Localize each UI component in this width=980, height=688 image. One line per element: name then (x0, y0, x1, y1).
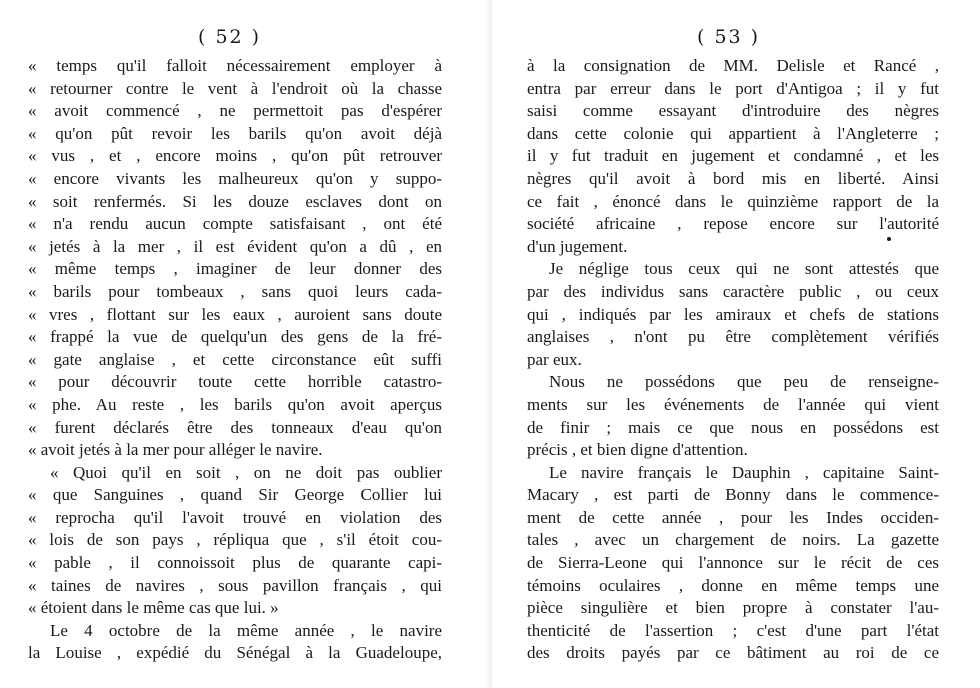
text-line: des droits payés par ce bâtiment au roi de ce (527, 643, 939, 663)
text-line: « furent déclarés être des tonneaux d'eau qu'on (28, 417, 442, 437)
text-line: saisi comme essayant d'introduire des nègres (527, 101, 939, 121)
text-line: tales , avec un chargement de noirs. La gazette (527, 530, 939, 550)
text-line: « avoit jetés à la mer pour alléger le navire. (28, 440, 323, 460)
text-line: par des individus sans caractère public , ou ceux (527, 281, 939, 301)
left-page-number: ( 52 ) (198, 26, 262, 48)
text-line: précis , et bien digne d'attention. (527, 440, 748, 460)
text-line: Le navire français le Dauphin , capitaine Saint- (549, 462, 939, 482)
text-line: qui , indiqués par les amiraux et chefs de stations (527, 304, 939, 324)
text-line: « phe. Au reste , les barils qu'on avoit aperçus (28, 394, 442, 414)
text-line: « soit renfermés. Si les douze esclaves dont on (28, 191, 442, 211)
text-line: « lois de son pays , répliqua que , s'il étoit cou- (28, 530, 442, 550)
text-line: Nous ne possédons que peu de renseigne- (549, 372, 939, 392)
text-line: société africaine , repose encore sur l'autorité (527, 214, 939, 234)
left-page-text (28, 55, 442, 665)
text-line: « vres , flottant sur les eaux , auroient sans doute (28, 304, 442, 324)
text-line: nègres qu'il avoit à bord mis en liberté. Ainsi (527, 168, 939, 188)
text-line: témoins oculaires , donne en même temps une (527, 575, 939, 595)
text-line: « encore vivants les malheureux qu'on y suppo- (28, 168, 442, 188)
text-line: anglaises , n'ont pu être complètement vérifiés (527, 327, 939, 347)
text-line: « qu'on pût revoir les barils qu'on avoit déjà (28, 123, 442, 143)
text-line: à la consignation de MM. Delisle et Rancé , (527, 56, 939, 75)
text-line: dans cette colonie qui appartient à l'Angleterre ; (527, 123, 939, 143)
text-line: « temps qu'il falloit nécessairement employer à (28, 56, 442, 75)
text-line: de finir ; mais ce que nous en possédons est (527, 417, 939, 437)
text-line: « étoient dans le même cas que lui. » (28, 598, 279, 618)
text-line: « Quoi qu'il en soit , on ne doit pas oublier (50, 462, 442, 482)
text-line: par eux. (527, 349, 582, 369)
text-line: « reprocha qu'il l'avoit trouvé en violation des (28, 507, 442, 527)
text-line: « n'a rendu aucun compte satisfaisant , ont été (28, 214, 442, 234)
text-line: Le 4 octobre de la même année , le navire (50, 620, 442, 640)
text-line: « même temps , imaginer de leur donner des (28, 259, 442, 279)
text-line: Je néglige tous ceux qui ne sont attestés que (549, 259, 939, 279)
text-line: « pable , il connoissoit plus de quarante capi- (28, 553, 442, 573)
text-line: « que Sanguines , quand Sir George Collier lui (28, 485, 442, 505)
text-line: « barils pour tombeaux , sans quoi leurs cada- (28, 281, 442, 301)
text-line: Macary , est parti de Bonny dans le commence- (527, 485, 939, 505)
text-line: « pour découvrir toute cette horrible catastro- (28, 372, 442, 392)
right-page-text (527, 55, 939, 665)
text-line: entra par erreur dans le port d'Antigoa ; il y fut (527, 78, 939, 98)
text-line-italic-ship: la Louise , expédié du Sénégal à la Guadeloupe, (28, 643, 442, 663)
right-page-number: ( 53 ) (697, 26, 761, 48)
text-line: « gate anglaise , et cette circonstance eût suffi (28, 349, 442, 369)
text-line: d'un jugement. (527, 236, 628, 256)
text-line: il y fut traduit en jugement et condamné , et les (527, 146, 939, 166)
text-line: ment de cette année , pour les Indes occiden- (527, 507, 939, 527)
text-line: « vus , et , encore moins , qu'on pût retrouver (28, 146, 442, 166)
text-line: « retourner contre le vent à l'endroit où la chasse (28, 78, 442, 98)
text-line: pièce singulière et bien propre à constater l'au- (527, 598, 939, 618)
right-page (490, 0, 980, 688)
text-line: « jetés à la mer , il est évident qu'on a dû , en (28, 236, 442, 256)
text-line: thenticité de l'assertion ; c'est d'une part l'état (527, 620, 939, 640)
text-line: ments sur les événements de l'année qui vient (527, 394, 939, 414)
text-line: ce fait , énoncé dans le quinzième rapport de la (527, 191, 939, 211)
text-line: « avoit commencé , ne permettoit pas d'espérer (28, 101, 442, 121)
text-line: de Sierra-Leone qui l'annonce sur le récit de ces (527, 553, 939, 573)
text-line: « frappé la vue de quelqu'un des gens de la fré- (28, 327, 442, 347)
ink-speck (887, 237, 891, 241)
text-line: « taines de navires , sous pavillon français , qui (28, 575, 442, 595)
